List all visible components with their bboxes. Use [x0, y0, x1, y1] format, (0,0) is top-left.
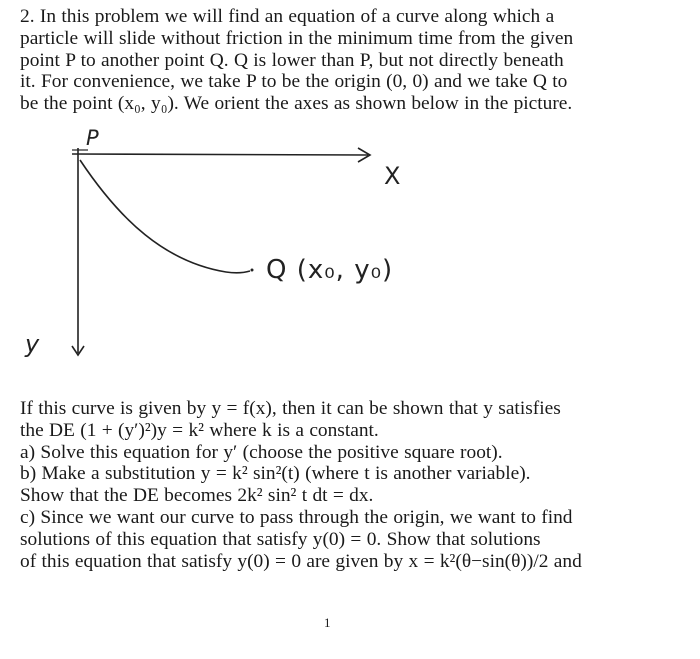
- y-axis-label: y: [25, 330, 40, 358]
- body-line: the DE (1 + (y′)²)y = k² where k is a constant.: [20, 419, 379, 441]
- body-line: of this equation that satisfy y(0) = 0 are given by x = k²(θ−sin(θ))/2 and: [20, 550, 582, 572]
- intro-line: 2. In this problem we will find an equation of a curve along which a: [20, 6, 555, 27]
- page-number: 1: [324, 615, 331, 630]
- point-q-label: Q (x₀, y₀): [266, 255, 394, 285]
- part-a-line: a) Solve this equation for y′ (choose the positive square root).: [20, 441, 503, 463]
- x-axis-label: X: [384, 162, 401, 190]
- part-b-line: b) Make a substitution y = k² sin²(t) (where t is another variable).: [20, 463, 531, 485]
- intro-line: it. For convenience, we take P to be the origin (0, 0) and we take Q to: [20, 71, 568, 93]
- intro-line: be the point (x₀, y₀). We orient the axes as shown below in the picture.: [20, 93, 573, 115]
- body-line: Show that the DE becomes 2k² sin² t dt = dx.: [20, 485, 374, 507]
- intro-line: point P to another point Q. Q is lower than P, but not directly beneath: [20, 49, 564, 71]
- intro-line: particle will slide without friction in the minimum time from the given: [20, 27, 574, 49]
- brachistochrone-curve: [80, 160, 250, 273]
- x-axis: [72, 154, 368, 155]
- part-c-line: c) Since we want our curve to pass through the origin, we want to find: [20, 506, 573, 528]
- point-p-label: P: [86, 126, 99, 150]
- body-line: solutions of this equation that satisfy y(0) = 0. Show that solutions: [20, 528, 541, 550]
- point-q-dot: [251, 269, 254, 272]
- problem-parts: [20, 398, 652, 572]
- problem-statement: [20, 6, 652, 115]
- body-line: If this curve is given by y = f(x), then it can be shown that y satisfies: [20, 398, 561, 419]
